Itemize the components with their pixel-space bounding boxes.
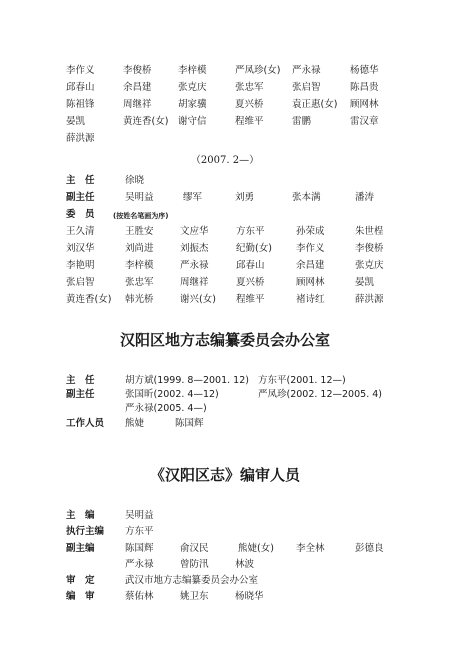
person-name: 张克庆	[178, 82, 207, 93]
editor-name: 彭德良	[355, 543, 384, 554]
member-name: 夏兴桥	[236, 277, 265, 288]
member-name: 邱春山	[236, 260, 265, 271]
staff-name: 严永禄(2005. 4—)	[125, 403, 207, 414]
role-label: 副主任	[66, 389, 95, 400]
editor-name: 李全林	[296, 543, 325, 554]
role-label: 审 定	[66, 575, 95, 586]
chief-name: 徐晓	[125, 175, 145, 186]
person-name: 严永禄	[292, 65, 321, 76]
staff-name: 陈国辉	[175, 418, 204, 429]
editor-name: 严永禄	[125, 559, 154, 570]
editor-name: 熊婕(女)	[238, 543, 274, 554]
editor-name: 林波	[235, 559, 255, 570]
member-name: 刘汉华	[66, 243, 95, 254]
member-name: 刘尚进	[125, 243, 154, 254]
staff-name: 张国昕(2002. 4—12)	[125, 389, 219, 400]
person-name: 张启智	[292, 82, 321, 93]
person-name: 薛洪源	[66, 133, 95, 144]
member-name: 余昌建	[296, 260, 325, 271]
member-name: 文应华	[180, 226, 209, 237]
person-name: 雷鹏	[292, 116, 312, 127]
person-name: 夏兴桥	[235, 99, 264, 110]
role-label: 主 编	[66, 510, 95, 521]
person-name: 严凤珍(女)	[235, 65, 281, 76]
person-name: 晏凯	[66, 116, 86, 127]
person-name: 袁正惠(女)	[292, 99, 338, 110]
member-name: 谢兴(女)	[180, 294, 216, 305]
member-name: 纪勤(女)	[236, 243, 272, 254]
role-label: 编 审	[66, 591, 95, 602]
staff-name: 方东平(2001. 12—)	[258, 375, 346, 386]
editor-name: 俞汉民	[180, 543, 209, 554]
role-label: 执行主编	[66, 526, 105, 537]
member-name: 张启智	[66, 277, 95, 288]
role-label: 副主编	[66, 543, 95, 554]
person-name: 李梓模	[178, 65, 207, 76]
person-name: 雷汉章	[350, 116, 379, 127]
member-name: 李作义	[296, 243, 325, 254]
editor-name: 陈国辉	[125, 543, 154, 554]
deputy-name: 吴明益	[125, 192, 154, 203]
editor-name: 武汉市地方志编纂委员会办公室	[125, 575, 259, 586]
members-label: 委 员	[66, 209, 95, 220]
staff-name: 严凤珍(2002. 12—2005. 4)	[258, 389, 382, 400]
period-heading: （2007. 2—）	[190, 155, 260, 166]
member-name: 薛洪源	[355, 294, 384, 305]
editor-name: 方东平	[125, 526, 154, 537]
member-name: 李梓模	[125, 260, 154, 271]
editor-name: 蔡佑林	[125, 591, 154, 602]
person-name: 余昌建	[123, 82, 152, 93]
editor-name: 姚卫东	[180, 591, 209, 602]
deputy-label: 副主任	[66, 192, 95, 203]
deputy-name: 缪军	[183, 192, 203, 203]
person-name: 杨德华	[350, 65, 379, 76]
member-name: 王久清	[66, 226, 95, 237]
member-name: 晏凯	[355, 277, 375, 288]
member-name: 刘振杰	[180, 243, 209, 254]
editor-name: 吴明益	[125, 510, 154, 521]
person-name: 周继祥	[123, 99, 152, 110]
member-name: 程维平	[236, 294, 265, 305]
staff-name: 胡方斌(1999. 8—2001. 12)	[125, 375, 249, 386]
member-name: 韩光桥	[125, 294, 154, 305]
person-name: 胡家骥	[178, 99, 207, 110]
person-name: 张忠军	[235, 82, 264, 93]
person-name: 李俊桥	[123, 65, 152, 76]
role-label: 主 任	[66, 375, 95, 386]
person-name: 邱春山	[66, 82, 95, 93]
staff-name: 熊婕	[125, 418, 145, 429]
person-name: 黄连香(女)	[123, 116, 169, 127]
member-name: 孙荣成	[296, 226, 325, 237]
person-name: 程维平	[235, 116, 264, 127]
person-name: 陈昌贵	[350, 82, 379, 93]
role-label: 工作人员	[66, 418, 105, 429]
deputy-name: 张本满	[292, 192, 321, 203]
member-name: 严永禄	[180, 260, 209, 271]
member-name: 黄连香(女)	[66, 294, 112, 305]
person-name: 顾网林	[350, 99, 379, 110]
editor-name: 曾防汛	[180, 559, 209, 570]
deputy-name: 潘涛	[355, 192, 375, 203]
member-name: 张克庆	[355, 260, 384, 271]
person-name: 谢守信	[178, 116, 207, 127]
member-name: 朱世桯	[355, 226, 384, 237]
chief-label: 主 任	[66, 175, 95, 186]
member-name: 方东平	[236, 226, 265, 237]
member-name: 王胜安	[125, 226, 154, 237]
member-name: 李艳明	[66, 260, 95, 271]
deputy-name: 刘勇	[235, 192, 255, 203]
member-name: 褚诗红	[296, 294, 325, 305]
member-name: 李俊桥	[355, 243, 384, 254]
office-title: 汉阳区地方志编纂委员会办公室	[119, 331, 330, 349]
members-note: (按姓名笔画为序)	[113, 212, 169, 220]
person-name: 李作义	[66, 65, 95, 76]
editors-title: 《汉阳区志》编审人员	[149, 466, 300, 484]
person-name: 陈祖锋	[66, 99, 95, 110]
editor-name: 杨晓华	[235, 591, 264, 602]
member-name: 周继祥	[180, 277, 209, 288]
member-name: 顾网林	[296, 277, 325, 288]
member-name: 张忠军	[125, 277, 154, 288]
